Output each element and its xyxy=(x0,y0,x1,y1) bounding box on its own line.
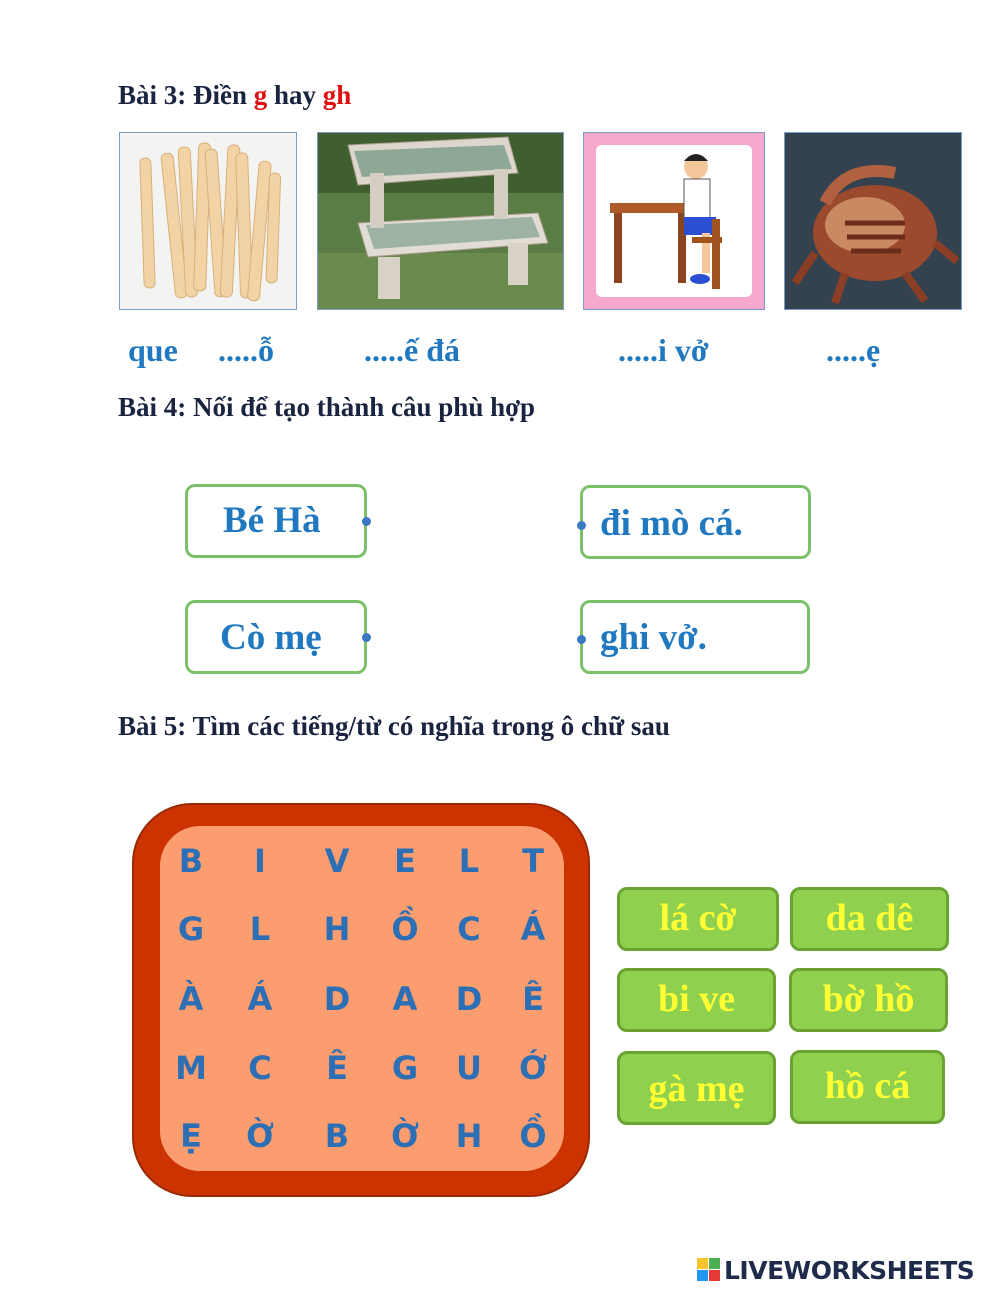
grid-cell-2-3[interactable]: A xyxy=(392,980,418,1018)
match-right-1-label: đi mò cá. xyxy=(600,503,743,544)
word-da-de[interactable]: da dê xyxy=(790,887,949,951)
letter-g: g xyxy=(253,80,268,110)
grid-cell-0-4[interactable]: L xyxy=(458,842,480,880)
picture-sticks xyxy=(119,132,297,310)
liveworksheets-logo[interactable]: LIVEWORKSHEETS xyxy=(724,1256,975,1285)
grid-cell-4-5[interactable]: Ồ xyxy=(519,1117,547,1155)
match-right-2[interactable] xyxy=(580,600,810,674)
grid-cell-3-0[interactable]: M xyxy=(175,1049,207,1087)
grid-cell-2-4[interactable]: D xyxy=(455,980,483,1018)
grid-cell-0-3[interactable]: E xyxy=(394,842,416,880)
bai4-heading: Bài 4: Nối để tạo thành câu phù hợp xyxy=(118,392,536,422)
bai3-heading-hay: hay xyxy=(267,80,323,110)
fill-blank-1[interactable]: .....ỗ xyxy=(218,332,274,368)
word-bo-ho[interactable]: bờ hồ xyxy=(789,968,948,1032)
grid-cell-0-0[interactable]: B xyxy=(178,842,204,880)
match-right-1[interactable] xyxy=(580,485,811,559)
bai5-heading: Bài 5: Tìm các tiếng/từ có nghĩa trong ô chữ sau xyxy=(118,711,670,741)
letter-gh: gh xyxy=(322,80,352,110)
grid-cell-4-4[interactable]: H xyxy=(455,1117,483,1155)
match-left-2-dot[interactable] xyxy=(362,633,371,642)
bai3-heading xyxy=(118,80,351,111)
grid-cell-3-3[interactable]: G xyxy=(391,1049,419,1087)
grid-cell-3-5[interactable]: Ớ xyxy=(519,1049,547,1087)
match-left-1[interactable] xyxy=(185,484,367,558)
grid-cell-3-1[interactable]: C xyxy=(248,1049,272,1087)
grid-cell-4-2[interactable]: B xyxy=(324,1117,350,1155)
picture-boy-writing xyxy=(583,132,765,310)
match-right-2-dot[interactable] xyxy=(577,635,586,644)
grid-cell-2-5[interactable]: Ê xyxy=(522,980,544,1018)
grid-cell-1-2[interactable]: H xyxy=(323,910,351,948)
match-right-1-dot[interactable] xyxy=(577,521,586,530)
picture-crab xyxy=(784,132,962,310)
grid-cell-4-1[interactable]: Ờ xyxy=(246,1117,274,1155)
fill-que: que xyxy=(128,332,178,368)
match-left-2-label: Cò mẹ xyxy=(220,617,322,658)
match-left-1-label: Bé Hà xyxy=(223,500,321,541)
match-left-1-dot[interactable] xyxy=(362,517,371,526)
letter-grid xyxy=(160,826,564,1171)
word-ho-ca[interactable]: hồ cá xyxy=(790,1050,945,1124)
grid-cell-1-3[interactable]: Ồ xyxy=(391,910,419,948)
grid-cell-4-0[interactable]: Ẹ xyxy=(180,1117,202,1155)
grid-cell-0-5[interactable]: T xyxy=(522,842,544,880)
fill-blank-2[interactable]: .....ế đá xyxy=(364,332,460,368)
match-left-2[interactable] xyxy=(185,600,367,674)
grid-cell-1-4[interactable]: C xyxy=(457,910,481,948)
fill-blank-3[interactable]: .....i vở xyxy=(618,332,709,368)
word-ga-me[interactable]: gà mẹ xyxy=(617,1051,776,1125)
grid-cell-1-5[interactable]: Á xyxy=(520,910,546,948)
grid-cell-3-2[interactable]: Ê xyxy=(326,1049,348,1087)
grid-cell-2-2[interactable]: D xyxy=(323,980,351,1018)
grid-cell-2-1[interactable]: Á xyxy=(247,980,273,1018)
picture-stone-bench xyxy=(317,132,564,310)
grid-cell-0-1[interactable]: I xyxy=(254,842,266,880)
word-la-co[interactable]: lá cờ xyxy=(617,887,779,951)
liveworksheets-logo-icon xyxy=(697,1258,721,1282)
grid-cell-1-1[interactable]: L xyxy=(249,910,271,948)
bai3-heading-prefix: Bài 3: Điền xyxy=(118,80,254,110)
grid-cell-1-0[interactable]: G xyxy=(177,910,205,948)
grid-cell-2-0[interactable]: À xyxy=(178,980,204,1018)
grid-cell-0-2[interactable]: V xyxy=(324,842,350,880)
fill-blank-4[interactable]: .....ẹ xyxy=(826,332,881,368)
match-right-2-label: ghi vở. xyxy=(600,617,707,658)
grid-cell-4-3[interactable]: Ờ xyxy=(391,1117,419,1155)
word-bi-ve[interactable]: bi ve xyxy=(617,968,776,1032)
grid-cell-3-4[interactable]: U xyxy=(456,1049,482,1087)
